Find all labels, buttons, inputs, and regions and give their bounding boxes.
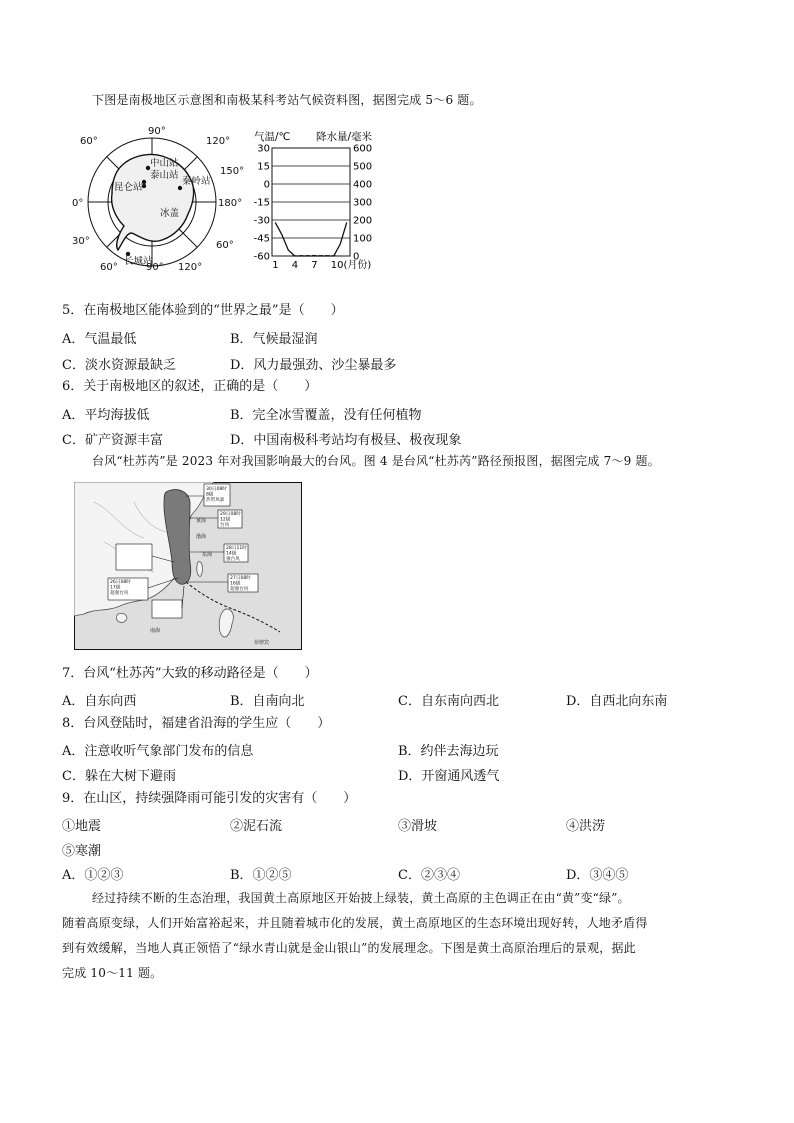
q5-option-b[interactable]: B．气候最湿润: [230, 332, 318, 347]
box-26-08: 26日08时 17级超强台风: [110, 580, 131, 596]
precip-bar: [286, 255, 290, 256]
q6-option-d[interactable]: D．中国南极科考站均有极昼、极夜现象: [230, 433, 462, 448]
q7-option-a[interactable]: A．自东向西: [62, 694, 137, 709]
intro-10-11-line3: 到有效缓解，当地人真正领悟了“绿水青山就是金山银山”的发展理念。下图是黄土高原治理后的景观，据此: [62, 941, 636, 955]
q9-item-4: ④洪涝: [566, 819, 606, 834]
right-tick-label: 300: [353, 197, 373, 209]
lon-180: 180°: [218, 198, 243, 209]
q9-option-d[interactable]: D．③④⑤: [566, 868, 629, 883]
taiwan: [197, 562, 203, 577]
q9-item-1: ①地震: [62, 819, 102, 834]
right-tick-label: 200: [353, 215, 373, 227]
q9-item-3: ③滑坡: [398, 819, 438, 834]
q9-option-b[interactable]: B．①②⑤: [230, 868, 292, 883]
qinling-label: 秦岭站: [182, 176, 211, 187]
left-tick-label: -60: [253, 251, 270, 263]
box-28-11: 28日11时 14级强台风: [226, 546, 247, 562]
q5-option-a[interactable]: A．气温最低: [62, 332, 137, 347]
q5-option-d[interactable]: D．风力最强劲、沙尘暴最多: [230, 358, 397, 373]
q9-item-2: ②泥石流: [230, 819, 283, 834]
q8-option-c[interactable]: C．躲在大树下避雨: [62, 769, 176, 784]
q5-option-c[interactable]: C．淡水资源最缺乏: [62, 358, 176, 373]
lon-90-top: 90°: [148, 126, 166, 137]
q9-stem: 9．在山区，持续强降雨可能引发的灾害有（ ）: [62, 791, 357, 806]
label-nanhai: 南海: [150, 628, 161, 634]
right-tick-label: 0: [353, 251, 360, 263]
q6-option-a[interactable]: A．平均海拔低: [62, 408, 150, 423]
left-tick-label: 0: [263, 179, 270, 191]
q7-option-c[interactable]: C．自东南向西北: [398, 694, 499, 709]
lon-90-bottom: 90°: [146, 262, 164, 270]
right-tick-label: 400: [353, 179, 373, 191]
lon-60-br: 60°: [216, 240, 234, 251]
x-tick-label: 10(月份): [330, 260, 372, 271]
left-tick-label: -15: [253, 197, 270, 209]
box-29-08: 29日08时 12级台风: [220, 512, 241, 528]
q8-stem: 8．台风登陆时，福建省沿海的学生应（ ）: [62, 716, 331, 731]
q8-option-b[interactable]: B．约伴去海边玩: [398, 744, 499, 759]
zhongshan-label: 中山站: [150, 158, 179, 169]
precip-bar: [280, 256, 284, 257]
left-tick-label: 15: [257, 161, 270, 173]
right-tick-label: 100: [353, 233, 373, 245]
q7-option-b[interactable]: B．自南向北: [230, 694, 305, 709]
intro-10-11-line2: 随着高原变绿，人们开始富裕起来，并且随着城市化的发展，黄土高原地区的生态环境出现好转，人地矛盾得: [62, 916, 648, 930]
precip-bar: [345, 256, 349, 257]
hainan: [116, 614, 126, 623]
precip-axis-title: 降水量/毫米: [316, 131, 373, 143]
typhoon-track-map: [74, 482, 302, 650]
intro-5-6: 下图是南极地区示意图和南极某科考站气候资料图，据图完成 5～6 题。: [92, 93, 482, 107]
climate-chart: [250, 128, 385, 276]
q7-stem: 7．台风“杜苏芮”大致的移动路径是（ ）: [62, 666, 318, 681]
label-huanghai: 黄海: [196, 518, 207, 524]
kunlun-label: 昆仑站: [114, 182, 143, 193]
lon-120-br: 120°: [178, 262, 203, 270]
left-tick-label: -45: [253, 233, 270, 245]
box-30-08: 30日08时 8级热带风暴: [206, 487, 227, 503]
lon-120-tr: 120°: [206, 136, 231, 147]
lon-60-bl: 60°: [100, 262, 118, 270]
changcheng-label: 长城站: [124, 256, 153, 267]
lon-150-tr: 150°: [220, 166, 245, 177]
q8-option-a[interactable]: A．注意收听气象部门发布的信息: [62, 744, 254, 759]
left-tick-label: 30: [257, 143, 270, 155]
antarctica-map: [70, 122, 245, 270]
left-tick-label: -30: [253, 215, 270, 227]
q7-option-d[interactable]: D．自西北向东南: [566, 694, 668, 709]
q9-item-5: ⑤寒潮: [62, 844, 102, 859]
label-donghai: 东海: [202, 552, 213, 558]
lon-30: 30°: [72, 236, 90, 247]
q9-option-a[interactable]: A．①②③: [62, 868, 124, 883]
label-bohai: 渤海: [196, 534, 207, 540]
temperature-line: [275, 222, 347, 256]
q6-stem: 6．关于南极地区的叙述，正确的是（ ）: [62, 379, 318, 394]
precip-bar: [273, 256, 277, 257]
q8-option-d[interactable]: D．开窗通风透气: [398, 769, 500, 784]
x-tick-label: 7: [311, 260, 318, 271]
right-tick-label: 500: [353, 161, 373, 173]
lon-0: 0°: [72, 198, 84, 209]
label-philippines: 菲律宾: [254, 640, 270, 646]
q6-option-c[interactable]: C．矿产资源丰富: [62, 433, 163, 448]
x-tick-label: 4: [291, 260, 299, 271]
temp-axis-title: 气温/℃: [254, 131, 291, 143]
dome-label: 冰盖: [160, 208, 180, 219]
intro-7-9: 台风“杜苏芮”是 2023 年对我国影响最大的台风。图 4 是台风“杜苏芮”路径预报图，据图完成 7～9 题。: [92, 454, 660, 468]
precip-bar: [338, 255, 342, 256]
q9-option-c[interactable]: C．②③④: [398, 868, 460, 883]
q6-option-b[interactable]: B．完全冰雪覆盖，没有任何植物: [230, 408, 422, 423]
q5-stem: 5．在南极地区能体验到的“世界之最”是（ ）: [62, 303, 344, 318]
taishan-label: 泰山站: [150, 170, 179, 181]
right-tick-label: 600: [353, 143, 373, 155]
intro-10-11-line1: 经过持续不断的生态治理，我国黄土高原地区开始披上绿装，黄土高原的主色调正在由“黄”变“绿”。: [92, 891, 630, 905]
lon-60-tl: 60°: [80, 136, 98, 147]
x-tick-label: 1: [272, 260, 279, 271]
box-27-08: 27日08时 16级超强台风: [230, 576, 251, 592]
intro-10-11-line4: 完成 10～11 题。: [62, 966, 163, 980]
